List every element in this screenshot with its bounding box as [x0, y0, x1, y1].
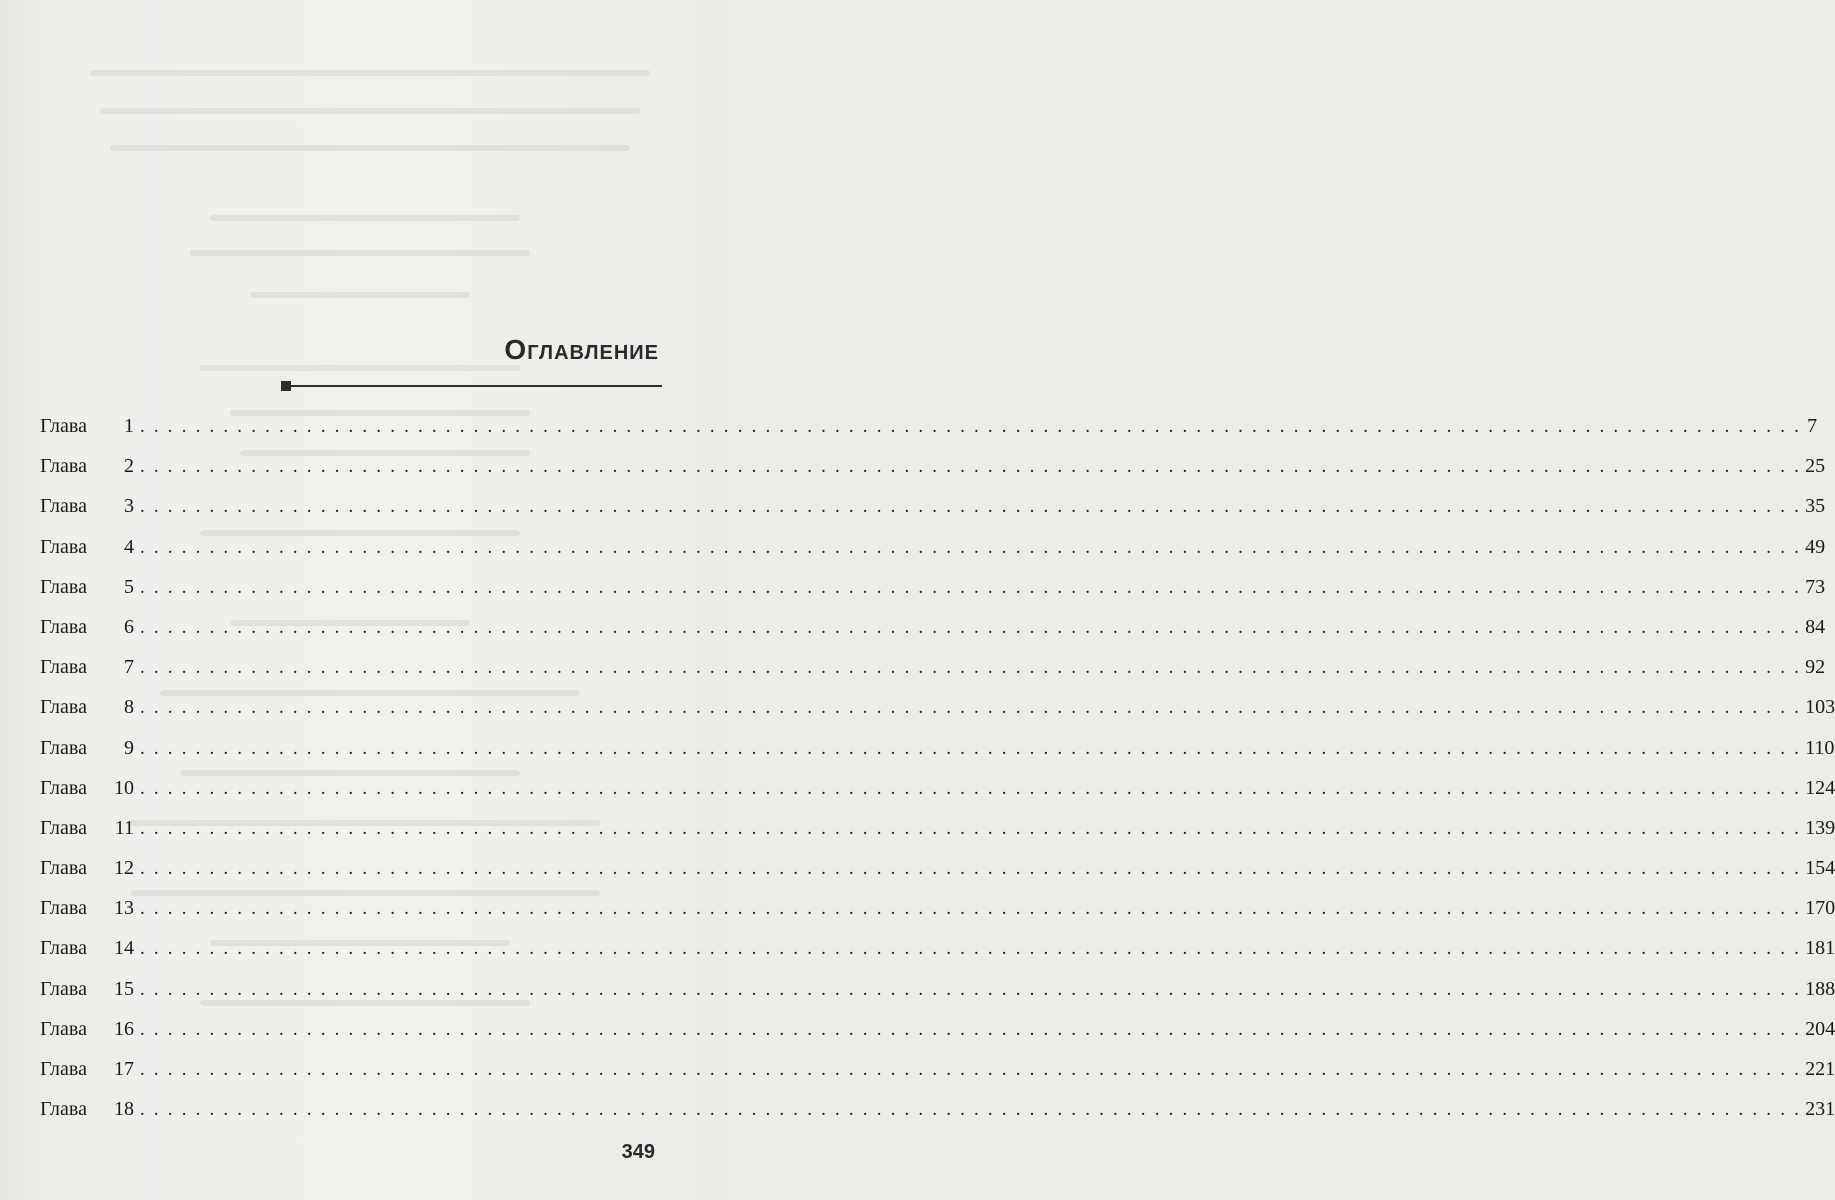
chapter-number: 15 — [114, 977, 134, 1000]
dot-leader: . . . . . . . . . . . . . . . . . . . . . . . . . . . . . . . . . . . . . . . . . . . . . . . . . . . . . . . . . . . . . . . . . . . . . . . . . . . . . . . . . . . . . . . . . . . . . . . . . . . . . . . . . . . . . . . . . . . . . . . . — [140, 737, 1802, 759]
chapter-page-number: 103 — [1805, 696, 1835, 719]
dot-leader: . . . . . . . . . . . . . . . . . . . . . . . . . . . . . . . . . . . . . . . . . . . . . . . . . . . . . . . . . . . . . . . . . . . . . . . . . . . . . . . . . . . . . . . . . . . . . . . . . . . . . . . . . . . . . . . . . . . . . . . . — [140, 898, 1802, 920]
toc-entry — [40, 656, 1826, 696]
chapter-number: 16 — [114, 1017, 134, 1040]
chapter-label: Глава — [40, 776, 87, 799]
chapter-number: 11 — [114, 816, 134, 839]
toc-entry — [40, 897, 1835, 937]
toc-entry — [40, 575, 1826, 616]
dot-leader: . . . . . . . . . . . . . . . . . . . . . . . . . . . . . . . . . . . . . . . . . . . . . . . . . . . . . . . . . . . . . . . . . . . . . . . . . . . . . . . . . . . . . . . . . . . . . . . . . . . . . . . . . . . . . . . . . . . . . . . . — [140, 496, 1802, 518]
toc-entry — [40, 776, 1835, 817]
chapter-number: 4 — [124, 535, 134, 558]
dot-leader: . . . . . . . . . . . . . . . . . . . . . . . . . . . . . . . . . . . . . . . . . . . . . . . . . . . . . . . . . . . . . . . . . . . . . . . . . . . . . . . . . . . . . . . . . . . . . . . . . . . . . . . . . . . . . . . . . . . . . . . . — [140, 777, 1802, 799]
dot-leader: . . . . . . . . . . . . . . . . . . . . . . . . . . . . . . . . . . . . . . . . . . . . . . . . . . . . . . . . . . . . . . . . . . . . . . . . . . . . . . . . . . . . . . . . . . . . . . . . . . . . . . . . . . . . . . . . . . . . . . . . — [140, 858, 1802, 880]
dot-leader: . . . . . . . . . . . . . . . . . . . . . . . . . . . . . . . . . . . . . . . . . . . . . . . . . . . . . . . . . . . . . . . . . . . . . . . . . . . . . . . . . . . . . . . . . . . . . . . . . . . . . . . . . . . . . . . . . . . . . . . . — [140, 1099, 1802, 1121]
chapter-number: 9 — [124, 736, 134, 759]
chapter-label: Глава — [40, 857, 87, 880]
chapter-page-number: 231 — [1805, 1098, 1835, 1121]
chapter-number: 2 — [124, 455, 134, 478]
show-through-line — [90, 70, 650, 76]
chapter-number: 8 — [124, 696, 134, 719]
chapter-label: Глава — [40, 937, 87, 960]
chapter-page-number: 188 — [1805, 977, 1835, 1000]
chapter-number: 17 — [114, 1058, 134, 1080]
chapter-page-number: 73 — [1805, 575, 1826, 598]
toc-entry — [40, 937, 1835, 977]
chapter-label: Глава — [40, 1017, 87, 1040]
chapter-label: Глава — [40, 415, 87, 437]
table-of-contents — [40, 415, 1835, 1138]
toc-entry — [40, 415, 1818, 455]
dot-leader: . . . . . . . . . . . . . . . . . . . . . . . . . . . . . . . . . . . . . . . . . . . . . . . . . . . . . . . . . . . . . . . . . . . . . . . . . . . . . . . . . . . . . . . . . . . . . . . . . . . . . . . . . . . . . . . . . . . . . . . . — [140, 938, 1802, 960]
heading-rule — [284, 385, 662, 387]
show-through-line — [210, 215, 520, 221]
chapter-label: Глава — [40, 1098, 87, 1121]
toc-entry — [40, 816, 1835, 857]
dot-leader: . . . . . . . . . . . . . . . . . . . . . . . . . . . . . . . . . . . . . . . . . . . . . . . . . . . . . . . . . . . . . . . . . . . . . . . . . . . . . . . . . . . . . . . . . . . . . . . . . . . . . . . . . . . . . . . . . . . . . . . . — [140, 456, 1802, 478]
toc-entry — [40, 977, 1835, 1018]
chapter-page-number: 181 — [1805, 937, 1835, 960]
chapter-page-number: 35 — [1805, 495, 1826, 518]
chapter-page-number: 221 — [1805, 1058, 1835, 1080]
dot-leader: . . . . . . . . . . . . . . . . . . . . . . . . . . . . . . . . . . . . . . . . . . . . . . . . . . . . . . . . . . . . . . . . . . . . . . . . . . . . . . . . . . . . . . . . . . . . . . . . . . . . . . . . . . . . . . . . . . . . . . . . — [140, 576, 1802, 598]
chapter-label: Глава — [40, 816, 87, 839]
chapter-number: 5 — [124, 575, 134, 598]
dot-leader: . . . . . . . . . . . . . . . . . . . . . . . . . . . . . . . . . . . . . . . . . . . . . . . . . . . . . . . . . . . . . . . . . . . . . . . . . . . . . . . . . . . . . . . . . . . . . . . . . . . . . . . . . . . . . . . . . . . . . . . . — [140, 657, 1802, 679]
show-through-line — [110, 145, 630, 151]
chapter-page-number: 84 — [1805, 615, 1826, 638]
chapter-label: Глава — [40, 696, 87, 719]
chapter-page-number: 154 — [1805, 857, 1835, 880]
show-through-line — [190, 250, 530, 256]
chapter-page-number: 139 — [1805, 816, 1835, 839]
chapter-number: 10 — [114, 776, 134, 799]
toc-entry — [40, 857, 1835, 897]
chapter-number: 7 — [124, 656, 134, 679]
chapter-page-number: 92 — [1805, 656, 1826, 679]
show-through-line — [100, 108, 640, 114]
toc-entry — [40, 1098, 1835, 1138]
toc-entry — [40, 455, 1826, 495]
toc-entry — [40, 535, 1826, 576]
toc-entry — [40, 1058, 1835, 1098]
dot-leader: . . . . . . . . . . . . . . . . . . . . . . . . . . . . . . . . . . . . . . . . . . . . . . . . . . . . . . . . . . . . . . . . . . . . . . . . . . . . . . . . . . . . . . . . . . . . . . . . . . . . . . . . . . . . . . . . . . . . . . . . — [140, 978, 1802, 1000]
heading-rule-marker — [281, 381, 291, 391]
chapter-page-number: 7 — [1807, 415, 1818, 437]
toc-entry — [40, 615, 1826, 656]
dot-leader: . . . . . . . . . . . . . . . . . . . . . . . . . . . . . . . . . . . . . . . . . . . . . . . . . . . . . . . . . . . . . . . . . . . . . . . . . . . . . . . . . . . . . . . . . . . . . . . . . . . . . . . . . . . . . . . . . . . . . . . . — [140, 1059, 1802, 1080]
toc-heading: Оглавление — [504, 334, 659, 365]
chapter-label: Глава — [40, 535, 87, 558]
chapter-label: Глава — [40, 575, 87, 598]
dot-leader: . . . . . . . . . . . . . . . . . . . . . . . . . . . . . . . . . . . . . . . . . . . . . . . . . . . . . . . . . . . . . . . . . . . . . . . . . . . . . . . . . . . . . . . . . . . . . . . . . . . . . . . . . . . . . . . . . . . . . . . . — [140, 1018, 1802, 1040]
chapter-number: 6 — [124, 615, 134, 638]
dot-leader: . . . . . . . . . . . . . . . . . . . . . . . . . . . . . . . . . . . . . . . . . . . . . . . . . . . . . . . . . . . . . . . . . . . . . . . . . . . . . . . . . . . . . . . . . . . . . . . . . . . . . . . . . . . . . . . . . . . . . . . . — [140, 616, 1802, 638]
toc-entry — [40, 495, 1826, 535]
dot-leader: . . . . . . . . . . . . . . . . . . . . . . . . . . . . . . . . . . . . . . . . . . . . . . . . . . . . . . . . . . . . . . . . . . . . . . . . . . . . . . . . . . . . . . . . . . . . . . . . . . . . . . . . . . . . . . . . . . . . . . . . — [140, 697, 1802, 719]
dot-leader: . . . . . . . . . . . . . . . . . . . . . . . . . . . . . . . . . . . . . . . . . . . . . . . . . . . . . . . . . . . . . . . . . . . . . . . . . . . . . . . . . . . . . . . . . . . . . . . . . . . . . . . . . . . . . . . . . . . . . . . . — [140, 817, 1802, 839]
page-number: 349 — [621, 1141, 655, 1163]
chapter-label: Глава — [40, 656, 87, 679]
show-through-line — [250, 292, 470, 298]
chapter-page-number: 25 — [1805, 455, 1826, 478]
chapter-label: Глава — [40, 455, 87, 478]
chapter-page-number: 204 — [1805, 1017, 1835, 1040]
dot-leader: . . . . . . . . . . . . . . . . . . . . . . . . . . . . . . . . . . . . . . . . . . . . . . . . . . . . . . . . . . . . . . . . . . . . . . . . . . . . . . . . . . . . . . . . . . . . . . . . . . . . . . . . . . . . . . . . . . . . . . . . — [140, 536, 1802, 558]
chapter-number: 13 — [114, 897, 134, 920]
chapter-number: 14 — [114, 937, 134, 960]
chapter-number: 1 — [124, 415, 134, 437]
toc-entry — [40, 1017, 1835, 1058]
chapter-label: Глава — [40, 615, 87, 638]
chapter-page-number: 124 — [1805, 776, 1835, 799]
chapter-number: 12 — [114, 857, 134, 880]
chapter-label: Глава — [40, 897, 87, 920]
chapter-label: Глава — [40, 495, 87, 518]
show-through-line — [200, 365, 520, 371]
chapter-page-number: 110 — [1805, 736, 1835, 759]
dot-leader: . . . . . . . . . . . . . . . . . . . . . . . . . . . . . . . . . . . . . . . . . . . . . . . . . . . . . . . . . . . . . . . . . . . . . . . . . . . . . . . . . . . . . . . . . . . . . . . . . . . . . . . . . . . . . . . . . . . . . . . . — [140, 416, 1802, 437]
toc-entry — [40, 736, 1835, 777]
chapter-label: Глава — [40, 977, 87, 1000]
toc-entry — [40, 696, 1835, 736]
chapter-number: 18 — [114, 1098, 134, 1121]
chapter-number: 3 — [124, 495, 134, 518]
chapter-label: Глава — [40, 736, 87, 759]
chapter-page-number: 170 — [1805, 897, 1835, 920]
chapter-label: Глава — [40, 1058, 87, 1080]
chapter-page-number: 49 — [1805, 535, 1826, 558]
